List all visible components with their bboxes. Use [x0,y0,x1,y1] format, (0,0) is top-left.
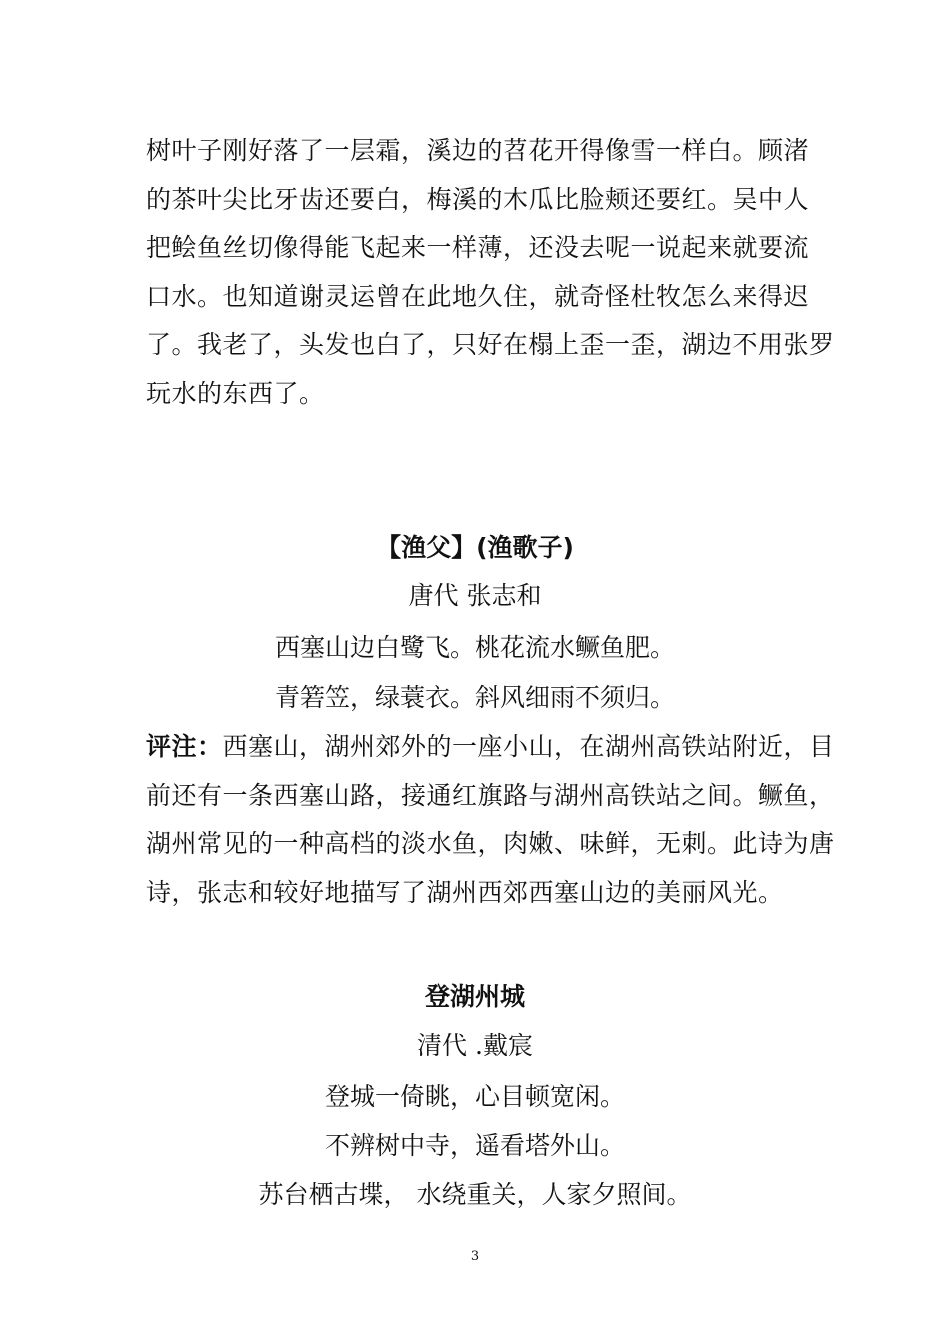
commentary-line [146,723,835,772]
poem1-author: 唐代 张志和 [408,581,542,610]
poem2-author: 清代 .戴宸 [417,1031,533,1060]
poem2-title: 登湖州城 [424,982,525,1011]
commentary-line: 诗，张志和较好地描写了湖州西郊西塞山边的美丽风光。 [146,877,784,907]
commentary-line: 湖州常见的一种高档的淡水鱼，肉嫩、味鲜，无刺。此诗为唐 [146,829,835,858]
page-number: 3 [470,1249,480,1264]
poem2-verse: 登城一倚眺，心目顿宽闲。 [324,1082,625,1111]
paragraph-line: 玩水的东西了。 [146,378,325,408]
poem1-verse: 青箬笠，绿蓑衣。斜风细雨不须归。 [274,683,675,712]
paragraph-line: 把鲙鱼丝切像得能飞起来一样薄，还没去呢一说起来就要流 [146,233,810,262]
paragraph-line: 树叶子刚好落了一层霜，溪边的苕花开得像雪一样白。顾渚 [146,136,810,165]
commentary-text: 西塞山，湖州郊外的一座小山，在湖州高铁站附近，目 [222,732,835,761]
poem1-title: 【渔父】(渔歌子) [376,533,574,562]
poem2-verse: 苏台栖古堞， 水绕重关，人家夕照间。 [258,1180,692,1209]
paragraph-line: 了。我老了，头发也白了，只好在榻上歪一歪，湖边不用张罗 [146,330,835,359]
poem1-verse: 西塞山边白鹭飞。桃花流水鳜鱼肥。 [274,633,675,662]
commentary-label: 评注： [146,732,223,761]
commentary-line: 前还有一条西塞山路，接通红旗路与湖州高铁站之间。鳜鱼， [146,780,835,810]
translation-paragraph [146,127,835,418]
paragraph-line: 口水。也知道谢灵运曾在此地久住，就奇怪杜牧怎么来得迟 [146,281,810,311]
poem1-commentary [146,723,835,917]
paragraph-line: 的茶叶尖比牙齿还要白，梅溪的木瓜比脸颊还要红。吴中人 [146,184,810,214]
poem2-verse: 不辨树中寺，遥看塔外山。 [324,1131,625,1160]
